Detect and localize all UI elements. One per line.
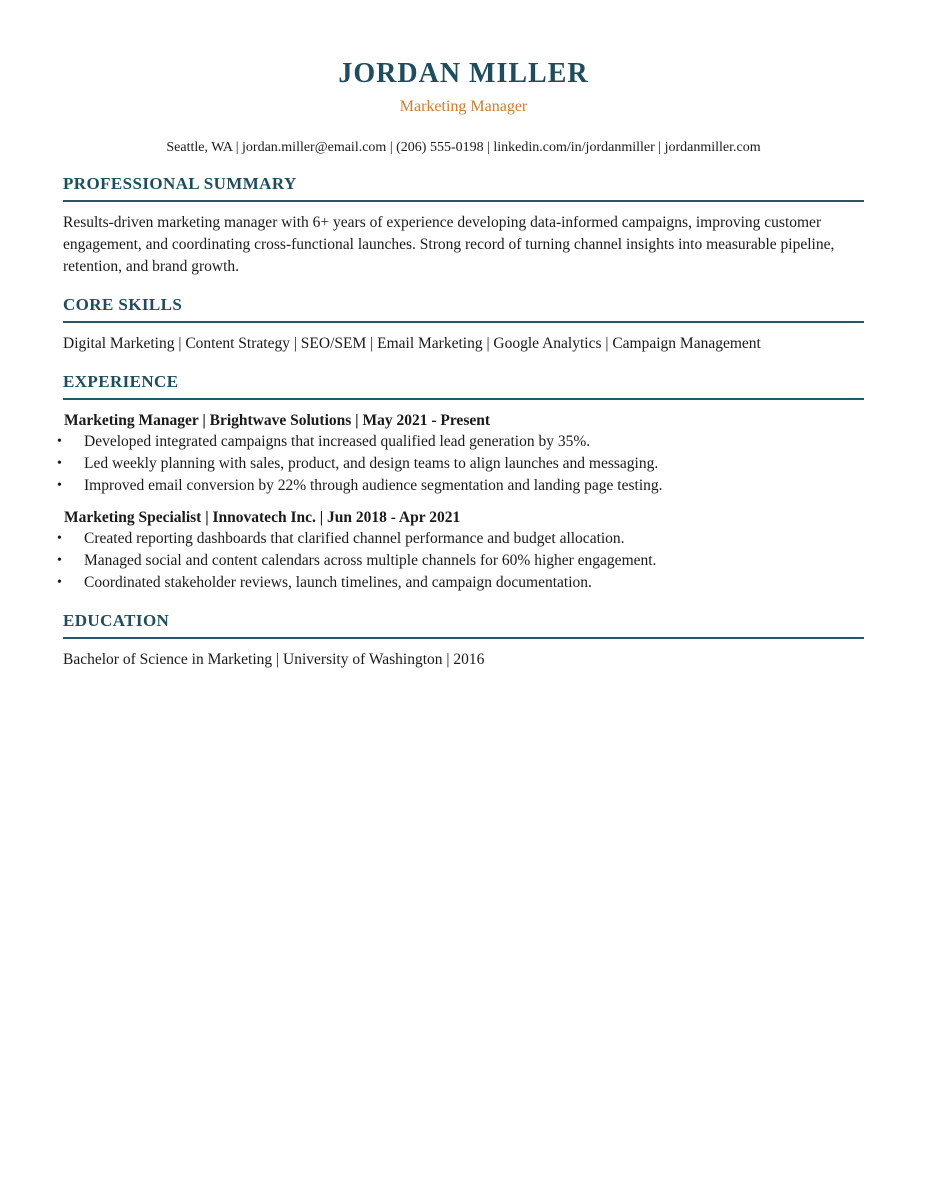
section-education: [63, 611, 864, 671]
section-core-skills: [63, 295, 864, 355]
bullet-list: [63, 528, 864, 594]
bullet-item: • Coordinated stakeholder reviews, launch timelines, and campaign documentation.: [63, 572, 864, 594]
job-entry: [63, 507, 864, 594]
bullet-item: • Managed social and content calendars across multiple channels for 60% higher engagement.: [63, 550, 864, 572]
section-experience: [63, 372, 864, 594]
education-heading: EDUCATION: [63, 611, 864, 639]
bullet-item: • Improved email conversion by 22% through audience segmentation and landing page testing.: [63, 475, 864, 497]
education-line: Bachelor of Science in Marketing | University of Washington | 2016: [63, 651, 485, 668]
job-title: Marketing Specialist | Innovatech Inc. | Jun 2018 - Apr 2021: [64, 509, 461, 526]
job-title: Marketing Manager | Brightwave Solutions | May 2021 - Present: [64, 412, 491, 429]
resume-job-title: Marketing Manager: [399, 98, 528, 115]
professional-summary-heading: PROFESSIONAL SUMMARY: [63, 174, 864, 202]
bullet-item: • Developed integrated campaigns that increased qualified lead generation by 35%.: [63, 431, 864, 453]
summary-text: Results-driven marketing manager with 6+ years of experience developing data-informed campaigns, improving customer engagement, and coordinating cross-functional launches. Strong record of turning channel insights into measurable pipeline, retention, and brand growth.: [63, 214, 835, 275]
bullet-item: • Led weekly planning with sales, product, and design teams to align launches and messaging.: [63, 453, 864, 475]
bullet-list: [63, 431, 864, 497]
resume-header: [63, 58, 864, 157]
core-skills-heading: CORE SKILLS: [63, 295, 864, 323]
resume-name: JORDAN MILLER: [338, 58, 589, 89]
bullet-item: • Created reporting dashboards that clarified channel performance and budget allocation.: [63, 528, 864, 550]
contact-line: Seattle, WA | jordan.miller@email.com | (206) 555-0198 | linkedin.com/in/jordanmiller | jordanmiller.com: [166, 140, 761, 155]
job-entry: [63, 410, 864, 497]
section-professional-summary: [63, 174, 864, 278]
experience-heading: EXPERIENCE: [63, 372, 864, 400]
skills-line: Digital Marketing | Content Strategy | SEO/SEM | Email Marketing | Google Analytics | Campaign Management: [63, 335, 761, 352]
